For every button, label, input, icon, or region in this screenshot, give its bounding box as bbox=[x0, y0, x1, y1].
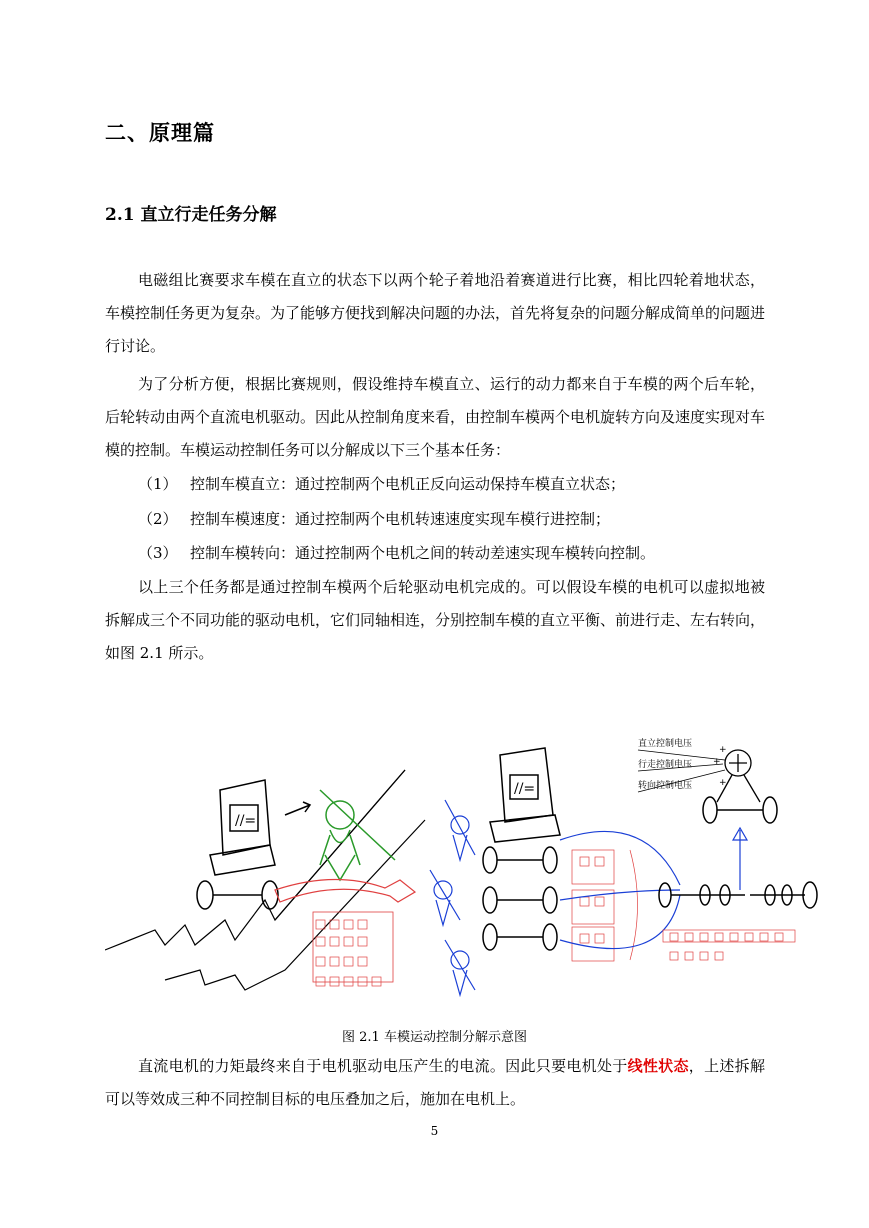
figure-caption: 图 2.1 车模运动控制分解示意图 bbox=[342, 1030, 527, 1045]
linear-state-highlight: 线性状态 bbox=[627, 1057, 689, 1075]
paragraph-1: 电磁组比赛要求车模在直立的状态下以两个轮子着地沿着赛道进行比赛，相比四轮着地状态，车模控制任务更为复杂。为了能够方便找到解决问题的办法，首先将复杂的问题分解成简单的问题进行讨论。 bbox=[105, 271, 766, 355]
blue-flow-arrows bbox=[560, 828, 747, 949]
walk-voltage-label: 行走控制电压 bbox=[638, 760, 693, 770]
paragraph-4-prefix: 直流电机的力矩最终来自于电机驱动电压产生的电流。因此只要电机处于 bbox=[138, 1057, 628, 1075]
list-item bbox=[138, 537, 655, 570]
output-motor-pair bbox=[703, 797, 777, 823]
list-item bbox=[138, 468, 625, 501]
svg-text://=: //= bbox=[235, 813, 257, 829]
upright-voltage-label: 直立控制电压 bbox=[638, 739, 693, 749]
red-label-boxes-left bbox=[313, 912, 393, 986]
monkey-illustrations-blue bbox=[430, 800, 475, 995]
paragraph-3: 以上三个任务都是通过控制车模两个后轮驱动电机完成的。可以假设车模的电机可以虚拟地被拆解成三个不同功能的驱动电机，它们同轴相连，分别控制车模的直立平衡、前进行走、左右转向，如图 2.1 所示。 bbox=[105, 578, 766, 662]
turn-voltage-label: 转向控制电压 bbox=[638, 781, 693, 791]
paragraph-4-suffix: ，上述拆解可以等效成三种不同控制目标的电压叠加之后，施加在电机上。 bbox=[105, 1057, 765, 1108]
red-label-boxes-right bbox=[663, 930, 795, 960]
plus-sign: + bbox=[713, 757, 721, 767]
list-item bbox=[138, 503, 610, 536]
list-item-number: （3） bbox=[138, 544, 178, 562]
paragraph-4 bbox=[105, 1050, 765, 1116]
list-item-number: （2） bbox=[138, 510, 178, 528]
summation-icon bbox=[717, 750, 760, 802]
list-item-text: 控制车模直立：通过控制两个电机正反向运动保持车模直立状态； bbox=[190, 475, 626, 493]
subsection-title: 2.1 直立行走任务分解 bbox=[105, 205, 277, 225]
voltage-summation-inset bbox=[638, 737, 777, 823]
car-model-right bbox=[483, 748, 560, 950]
list-item-number: （1） bbox=[138, 475, 178, 493]
track-illustration bbox=[105, 770, 425, 990]
list-item-text: 控制车模转向：通过控制两个电机之间的转动差速实现车模转向控制。 bbox=[190, 544, 656, 562]
figure-diagram bbox=[105, 730, 825, 1020]
paragraph-2: 为了分析方便，根据比赛规则，假设维持车模直立、运行的动力都来自于车模的两个后车轮，后轮转动由两个直流电机驱动。因此从控制角度来看，由控制车模两个电机旋转方向及速度实现对车模的控制。车模运动控制任务可以分解成以下三个基本任务： bbox=[105, 375, 766, 459]
section-title: 二、原理篇 bbox=[105, 120, 215, 145]
red-label-boxes-wheels bbox=[572, 850, 638, 961]
combined-motor-shaft bbox=[659, 882, 817, 908]
monkey-illustration-green bbox=[320, 790, 395, 880]
red-arrow-icon bbox=[275, 879, 415, 902]
svg-text://=: //= bbox=[514, 781, 536, 797]
car-model-left bbox=[197, 780, 310, 909]
page-number: 5 bbox=[430, 1124, 439, 1138]
plus-sign: + bbox=[719, 745, 727, 755]
list-item-text: 控制车模速度：通过控制两个电机转速速度实现车模行进控制； bbox=[190, 510, 611, 528]
plus-sign: + bbox=[719, 778, 727, 788]
